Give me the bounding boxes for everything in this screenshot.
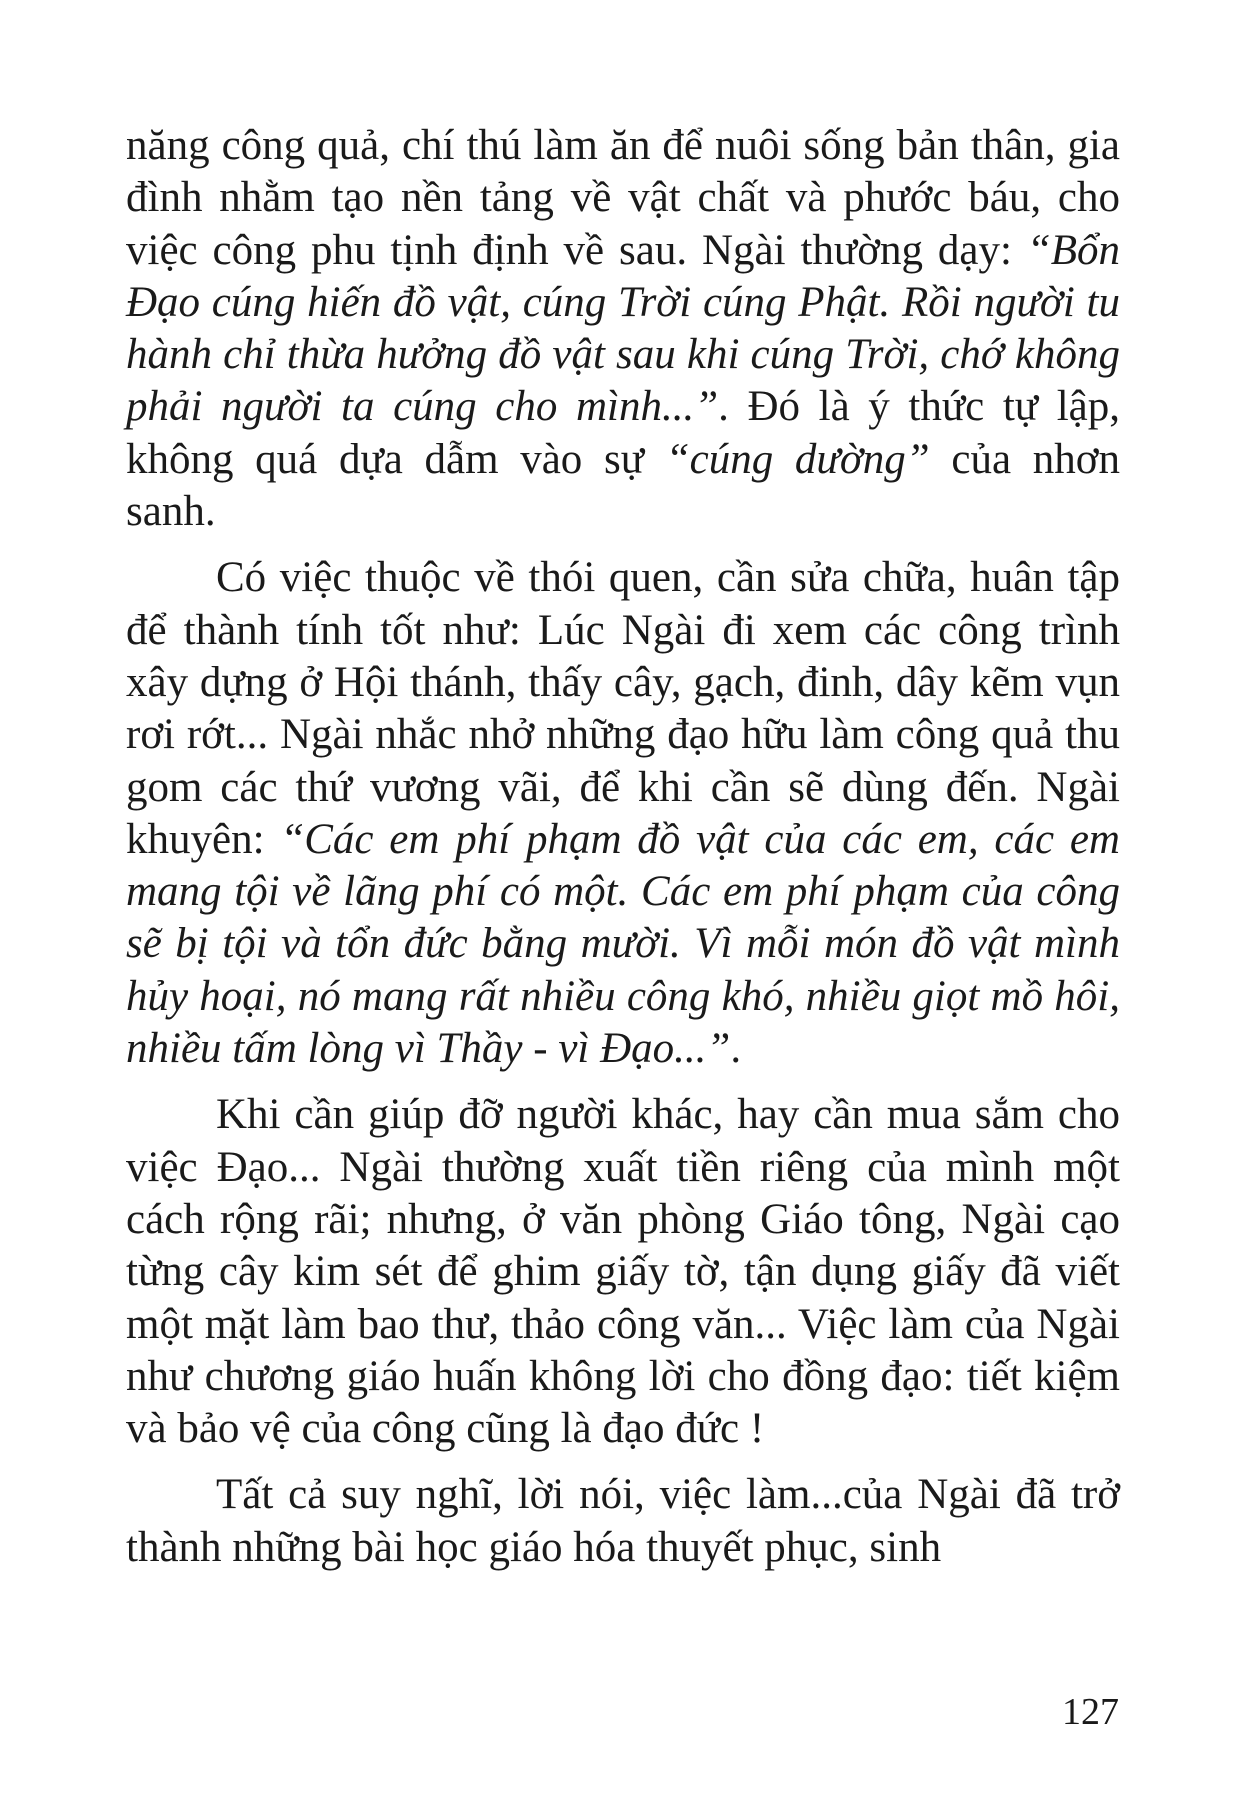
paragraph-1-text: . Đó là ý thức tự lập, không quá dựa dẫm vào sự [126,383,1120,483]
paragraph-2-text: Có việc thuộc về thói quen, cần sửa chữa, huân tập để thành tính tốt như: Lúc Ngài đi xem các công trình xây dựng ở Hội thánh, thấy cây, gạch, đinh, dây kẽm vụn rơi rớt... Ngài nhắc nhở những đạo hữu làm công quả thu gom các thứ vương vãi, để khi cần sẽ dùng đến. Ngài khuyên: [126,554,1120,863]
page-number: 127 [1062,1691,1119,1733]
paragraph-1-quote: “Bổn Đạo cúng hiến đồ vật, cúng Trời cúng Phật. Rồi người tu hành chỉ thừa hưởng đồ vật sau khi cúng Trời, chớ không phải người ta cúng cho mình...” [126,226,1120,431]
paragraph-4 [126,1469,1120,1574]
page-body [126,120,1120,1574]
paragraph-2-quote: “Các em phí phạm đồ vật của các em, các em mang tội về lãng phí có một. Các em phí phạm của công sẽ bị tội và tổn đức bằng mười. Vì mỗi món đồ vật mình hủy hoại, nó mang rất nhiều công khó, nhiều giọt mồ hôi, nhiều tấm lòng vì Thầy - vì Đạo...” [126,815,1120,1073]
paragraph-1 [126,120,1120,538]
paragraph-3-text: Khi cần giúp đỡ người khác, hay cần mua sắm cho việc Đạo... Ngài thường xuất tiền riêng của mình một cách rộng rãi; nhưng, ở văn phòng Giáo tông, Ngài cạo từng cây kim sét để ghim giấy tờ, tận dụng giấy đã viết một mặt làm bao thư, thảo công văn... Việc làm của Ngài như chương giáo huấn không lời cho đồng đạo: tiết kiệm và bảo vệ của công cũng là đạo đức ! [126,1091,1120,1453]
paragraph-1-quote: “cúng dường” [665,435,930,483]
paragraph-1-text: năng công quả, chí thú làm ăn để nuôi sống bản thân, gia đình nhằm tạo nền tảng về vật chất và phước báu, cho việc công phu tịnh định về sau. Ngài thường dạy: [126,122,1120,274]
paragraph-1-text: của nhơn sanh. [126,435,1120,536]
paragraph-2 [126,552,1120,1075]
paragraph-3 [126,1089,1120,1455]
paragraph-4-text: Tất cả suy nghĩ, lời nói, việc làm...của Ngài đã trở thành những bài học giáo hóa thuyết phục, sinh [126,1471,1120,1571]
paragraph-2-text: . [730,1025,742,1073]
